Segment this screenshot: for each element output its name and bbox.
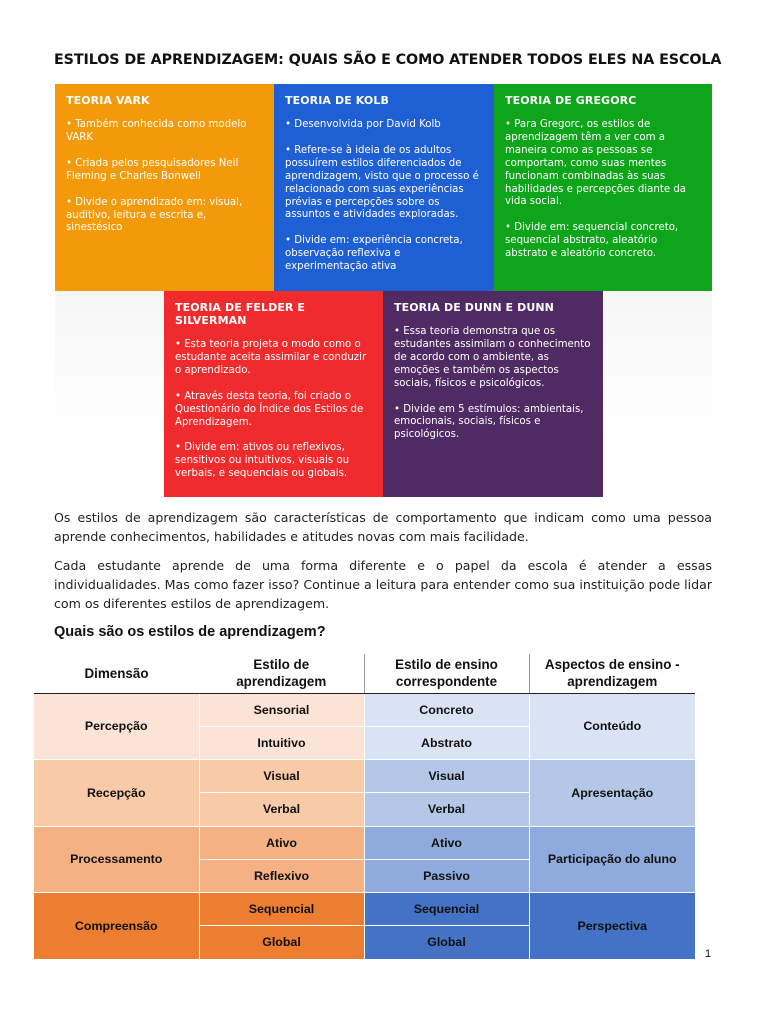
style-cell: Intuitivo [199, 726, 364, 759]
body-paragraph: Cada estudante aprende de uma forma diferente e o papel da escola é atender a essas individualidades. Mas como fazer isso? Continue a leitura para entender como sua instituição pode lidar com os diferentes estilos de aprendizagem. [54, 558, 712, 611]
card-teoria-felder-silverman [164, 291, 383, 497]
teaching-cell: Ativo [364, 826, 529, 859]
card-teoria-kolb [274, 84, 494, 291]
style-cell: Reflexivo [199, 859, 364, 892]
card-teoria-dunn-dunn [383, 291, 603, 497]
style-cell: Global [199, 926, 364, 959]
header-text: Estilo de aprendizagem [236, 657, 327, 690]
card-bullet: • Através desta teoria, foi criado o Questionário do Índice dos Estilos de Aprendizagem. [175, 390, 364, 428]
teaching-cell: Sequencial [364, 893, 529, 926]
card-teoria-gregorc [494, 84, 712, 291]
dimension-cell: Processamento [34, 826, 199, 893]
card-heading: TEORIA VARK [66, 94, 150, 107]
page-number: 1 [705, 948, 712, 960]
teaching-cell: Passivo [364, 859, 529, 892]
teaching-cell: Verbal [364, 793, 529, 826]
header-estilo-aprendizagem [199, 654, 364, 693]
dimension-cell: Recepção [34, 760, 199, 827]
header-text: Estilo de ensino correspondente [395, 657, 498, 690]
infographic-background-right [603, 291, 712, 497]
aspect-cell: Conteúdo [529, 693, 695, 760]
card-bullet: • Divide em: ativos ou reflexivos, sensitivos ou intuitivos, visuais ou verbais, e sequenciais ou globais. [175, 442, 350, 480]
style-cell: Sequencial [199, 893, 364, 926]
card-bullet: • Para Gregorc, os estilos de aprendizagem têm a ver com a maneira como as pessoas se comportam, como suas mentes funcionam combinadas às suas habilidades e percepções diante da vida social. [505, 119, 687, 208]
style-cell: Sensorial [199, 693, 364, 726]
learning-styles-table [34, 654, 695, 960]
header-dimensao: Dimensão [34, 654, 199, 693]
card-bullet: • Divide em: experiência concreta, observação reflexiva e experimentação ativa [285, 235, 463, 273]
table-body [34, 693, 695, 959]
card-bullet: • Essa teoria demonstra que os estudantes assimilam o conhecimento de acordo com o ambiente, as emoções e também os aspectos sociais, físicos e psicológicos. [394, 326, 591, 389]
header-aspectos [529, 654, 695, 693]
dimension-cell: Compreensão [34, 893, 199, 960]
intro-paragraph: Os estilos de aprendizagem são características de comportamento que indicam como uma pessoa aprende conhecimentos, habilidades e atitudes novas com mais facilidade. [54, 510, 712, 544]
card-bullet: • Divide em 5 estímulos: ambientais, emocionais, sociais, físicos e psicológicos. [394, 403, 584, 441]
header-estilo-ensino [364, 654, 529, 693]
card-teoria-vark [55, 84, 274, 291]
aspect-cell: Apresentação [529, 760, 695, 827]
card-bullet: • Divide o aprendizado em: visual, auditivo, leitura e escrita e, sinestésico [66, 196, 243, 234]
teaching-cell: Abstrato [364, 726, 529, 759]
teaching-cell: Visual [364, 760, 529, 793]
card-bullet: • Desenvolvida por David Kolb [285, 119, 441, 130]
table-header-row [34, 654, 695, 693]
infographic-background-left [55, 291, 164, 497]
section-heading: Quais são os estilos de aprendizagem? [54, 624, 326, 640]
dimension-cell: Percepção [34, 693, 199, 760]
card-bullet: • Refere-se à ideia de os adultos possuírem estilos diferenciados de aprendizagem, visto que o processo é relacionado com suas experiências prévias e percepções sobre os assuntos e atividades exploradas. [285, 144, 479, 221]
table-row [34, 893, 695, 926]
document-title: ESTILOS DE APRENDIZAGEM: QUAIS SÃO E COMO ATENDER TODOS ELES NA ESCOLA [54, 52, 722, 68]
style-cell: Visual [199, 760, 364, 793]
aspect-cell: Perspectiva [529, 893, 695, 960]
table-row [34, 826, 695, 859]
card-heading: TEORIA DE KOLB [285, 94, 389, 107]
card-bullet: • Também conhecida como modelo VARK [66, 119, 247, 143]
teaching-cell: Global [364, 926, 529, 959]
style-cell: Ativo [199, 826, 364, 859]
style-cell: Verbal [199, 793, 364, 826]
card-heading: TEORIA DE DUNN E DUNN [394, 301, 554, 314]
card-heading: TEORIA DE GREGORC [505, 94, 637, 107]
header-text: Aspectos de ensino - aprendizagem [544, 657, 680, 690]
card-heading: TEORIA DE FELDER E SILVERMAN [175, 301, 306, 327]
card-bullet: • Divide em: sequencial concreto, sequencial abstrato, aleatório abstrato e aleatório concreto. [505, 222, 679, 260]
table-row [34, 760, 695, 793]
table-row [34, 693, 695, 726]
aspect-cell: Participação do aluno [529, 826, 695, 893]
card-bullet: • Criada pelos pesquisadores Neil Fleming e Charles Bonwell [66, 157, 239, 182]
teaching-cell: Concreto [364, 693, 529, 726]
card-bullet: • Esta teoria projeta o modo como o estudante aceita assimilar e conduzir o aprendizado. [175, 339, 367, 376]
